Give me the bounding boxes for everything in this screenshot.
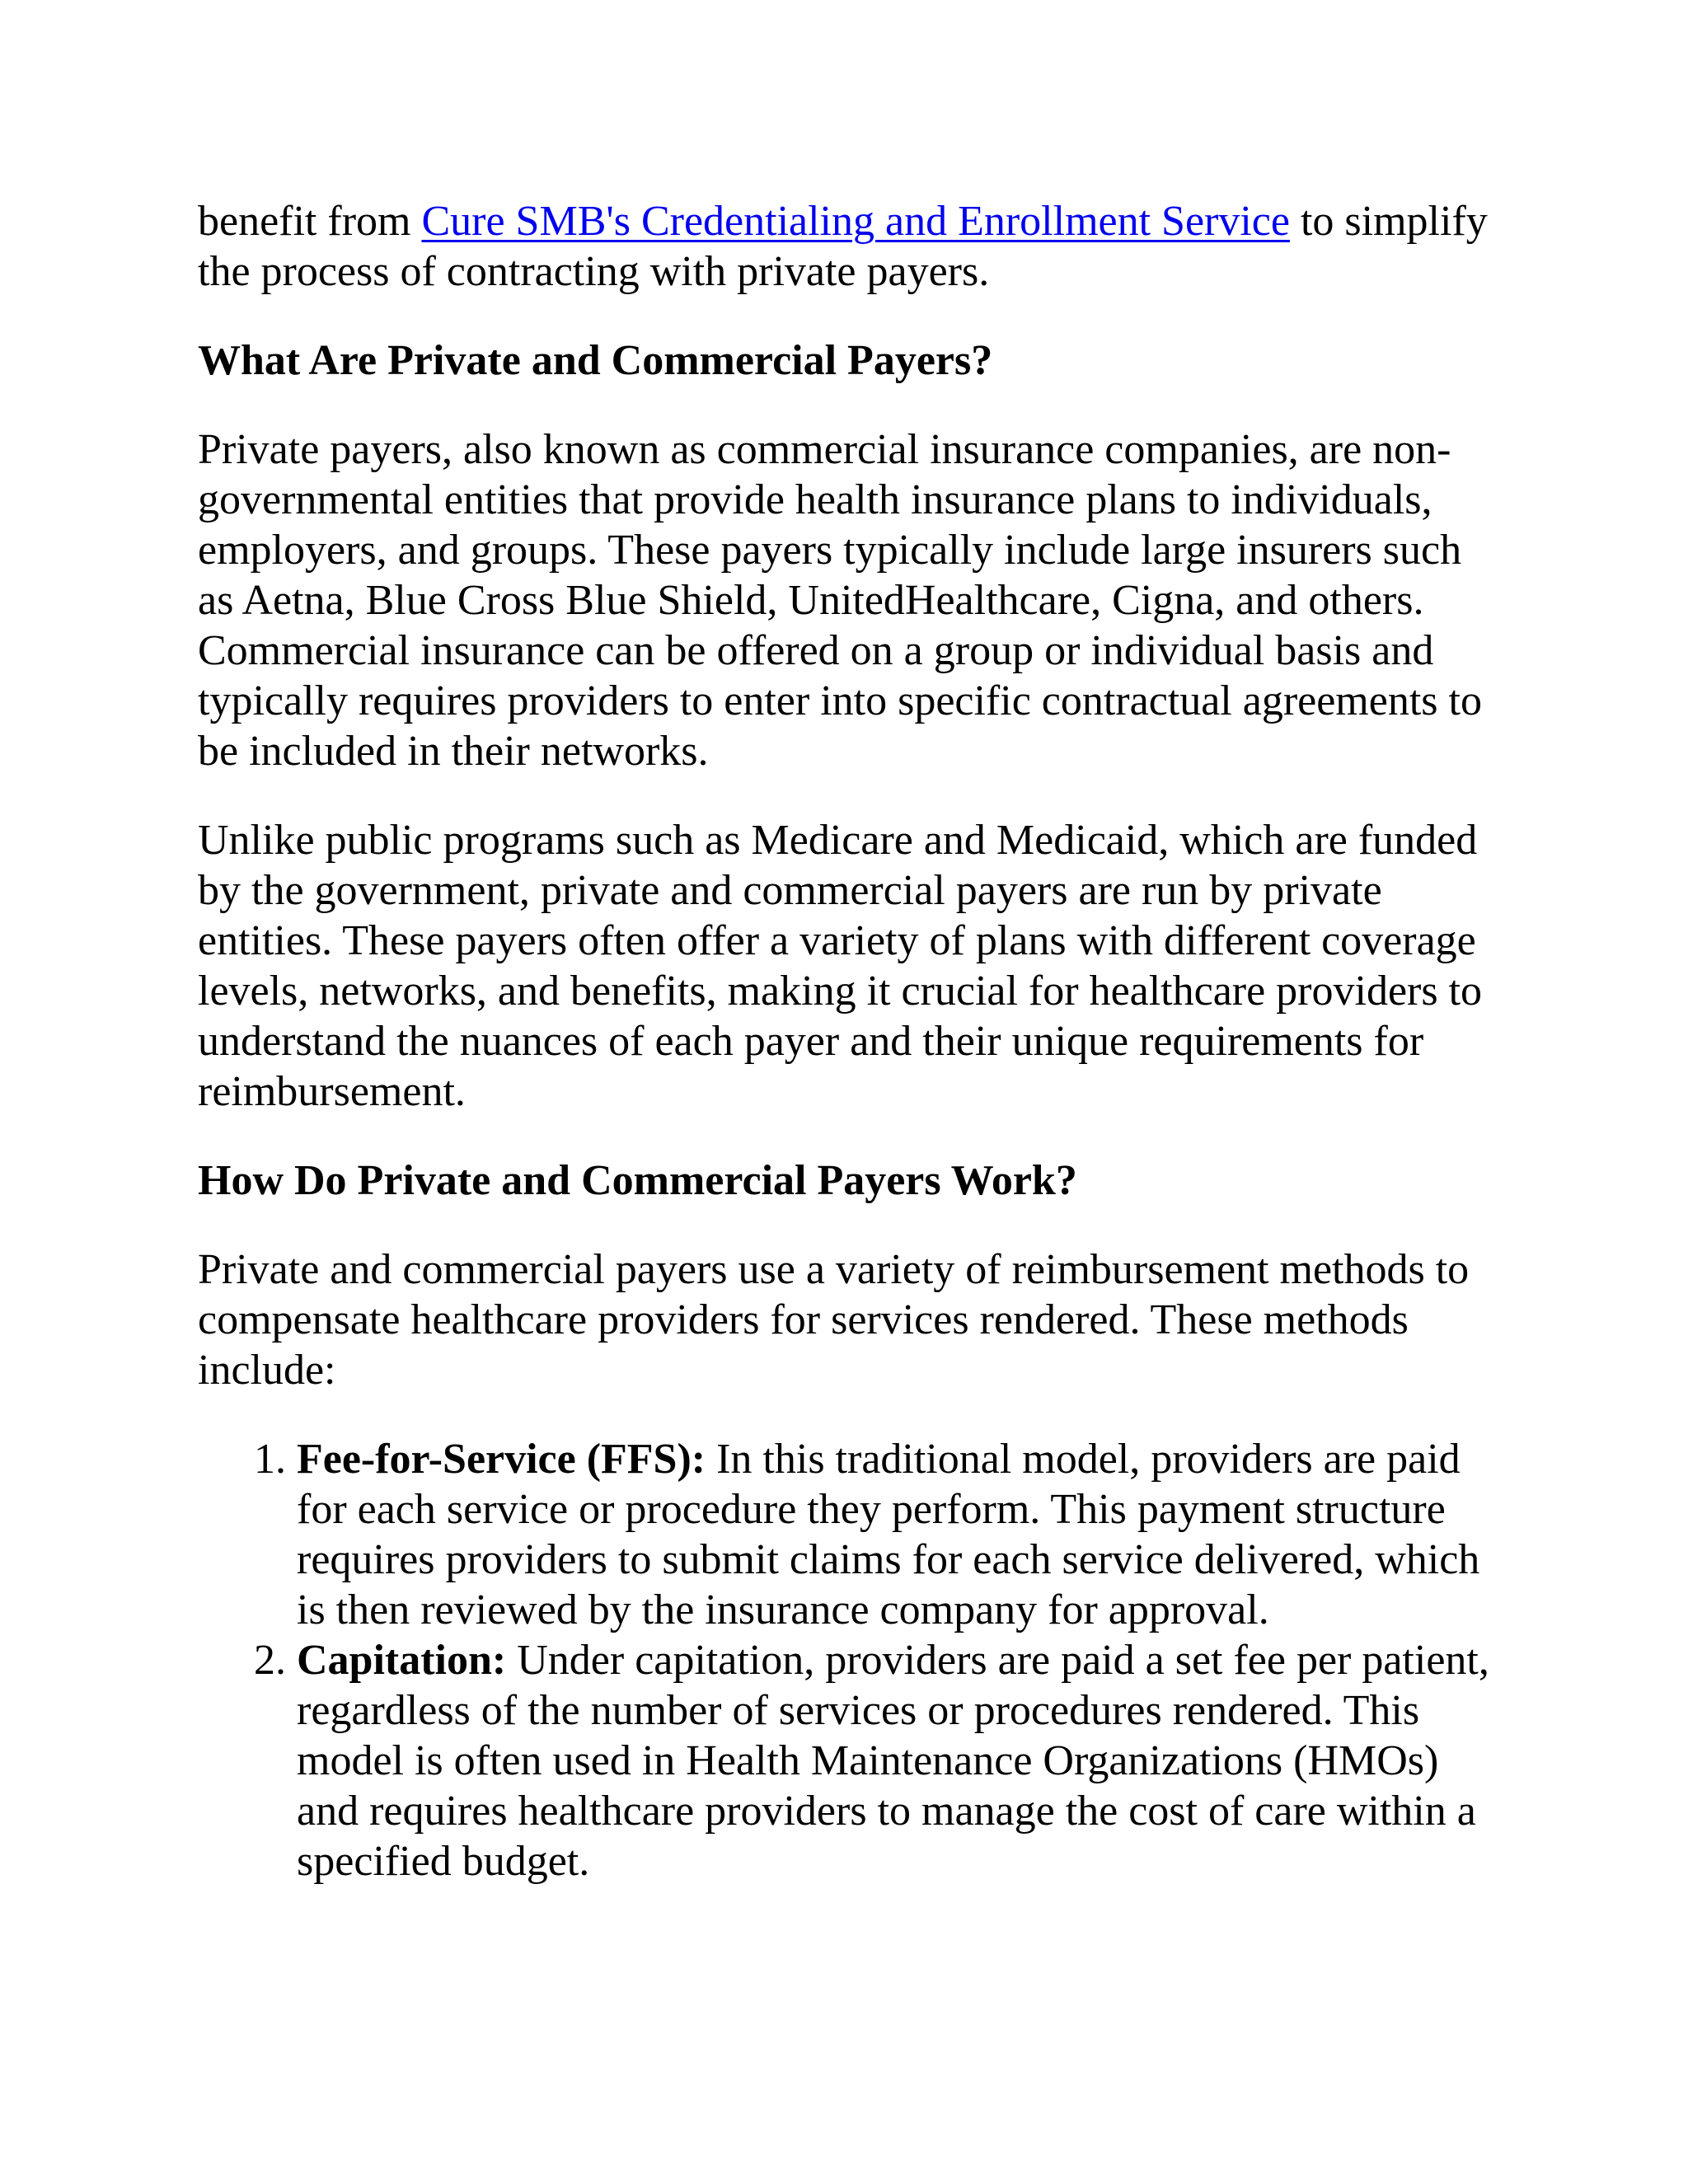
section-heading-how-payers-work: How Do Private and Commercial Payers Work? [198, 1157, 1077, 1204]
paragraph-reimbursement-methods: Private and commercial payers use a variety of reimbursement methods to compensate healthcare providers for services rendered. These methods include: [198, 1246, 1470, 1394]
list-item-fee-for-service [297, 1434, 1500, 1635]
section-heading-what-are-payers: What Are Private and Commercial Payers? [198, 337, 993, 384]
list-item-term: Fee-for-Service (FFS): [297, 1436, 706, 1483]
paragraph-private-payers-definition: Private payers, also known as commercial insurance companies, are non-governmental entities that provide health insurance plans to individuals, employers, and groups. These payers typically include large insurers such as Aetna, Blue Cross Blue Shield, UnitedHealthcare, Cigna, and others. Commercial insurance can be offered on a group or individual basis and typically requires providers to enter into specific contractual agreements to be included in their networks. [198, 426, 1482, 775]
document-page [198, 196, 1500, 1886]
list-item-description: Under capitation, providers are paid a set fee per patient, regardless of the number of services or procedures rendered. This model is often used in Health Maintenance Organizations (HMOs) and requires healthcare providers to manage the cost of care within a specified budget. [297, 1637, 1489, 1885]
list-item-description: In this traditional model, providers are paid for each service or procedure they perform. This payment structure requires providers to submit claims for each service delivered, which is then reviewed by the insurance company for approval. [297, 1436, 1480, 1633]
intro-paragraph [198, 196, 1500, 297]
paragraph-public-vs-private: Unlike public programs such as Medicare and Medicaid, which are funded by the government, private and commercial payers are run by private entities. These payers often offer a variety of plans with different coverage levels, networks, and benefits, making it crucial for healthcare providers to understand the nuances of each payer and their unique requirements for reimbursement. [198, 817, 1483, 1115]
reimbursement-methods-list [198, 1434, 1500, 1886]
list-item-capitation [297, 1635, 1500, 1886]
intro-text-after-link: to simplify the process of contracting with private payers. [198, 198, 1488, 295]
credentialing-service-link[interactable]: Cure SMB's Credentialing and Enrollment Service [421, 198, 1290, 245]
list-item-term: Capitation: [297, 1637, 507, 1684]
intro-text-before-link: benefit from [198, 198, 422, 245]
